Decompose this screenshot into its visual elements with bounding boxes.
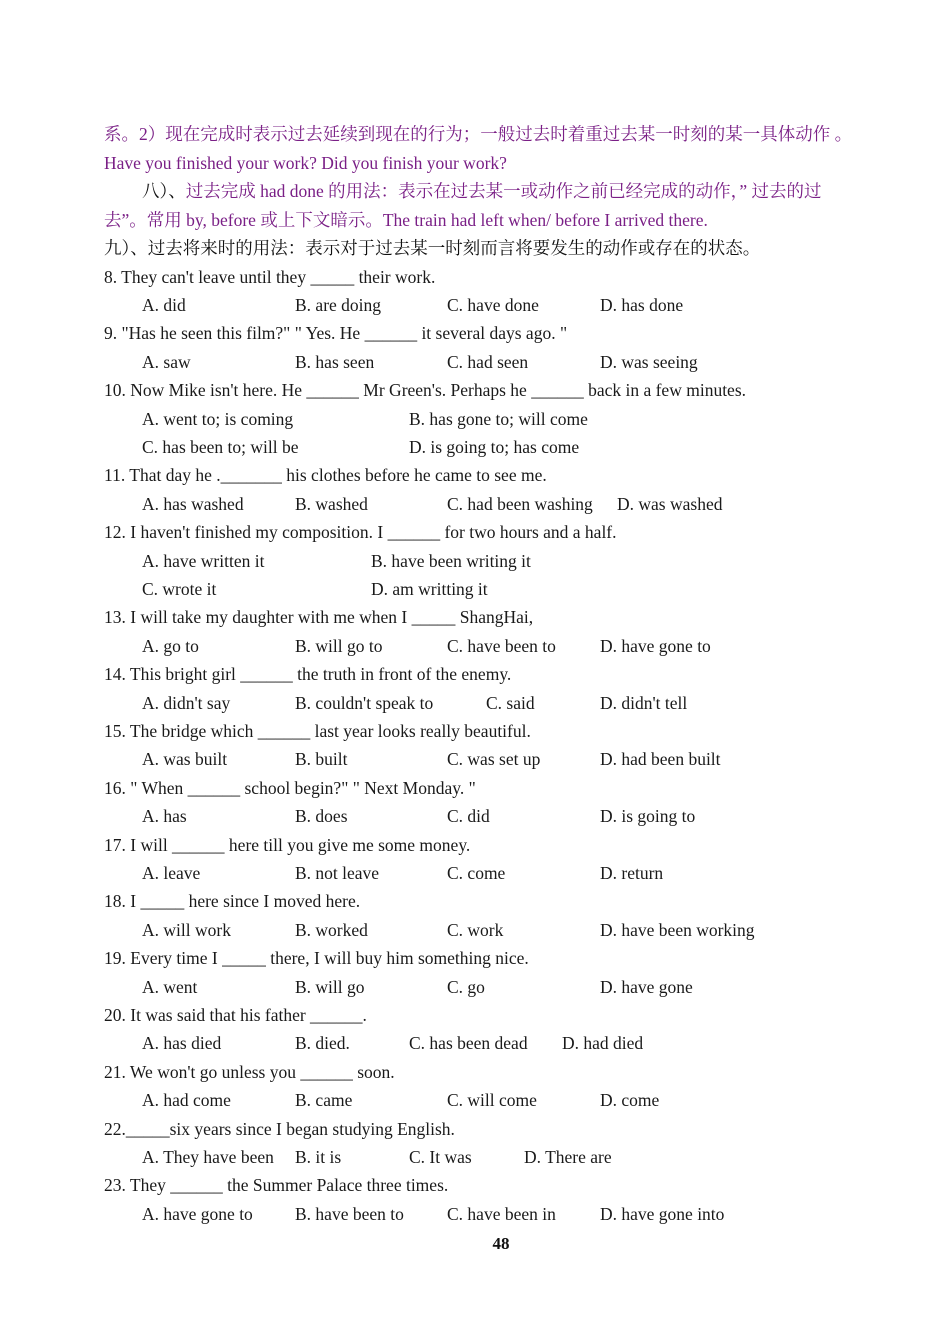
question-stem: 13. I will take my daughter with me when I _____ ShangHai,	[104, 607, 534, 627]
option-d: D. didn't tell	[600, 693, 688, 713]
question-stem: 20. It was said that his father ______.	[104, 1005, 367, 1025]
option-c: C. have been to	[447, 636, 556, 656]
option-c: C. work	[447, 920, 504, 940]
option-a: A. didn't say	[142, 693, 231, 713]
option-b: B. not leave	[295, 863, 380, 883]
option-a: A. have written it	[142, 551, 265, 571]
option-a: A. leave	[142, 863, 201, 883]
note-line-2: Have you finished your work? Did you finish your work?	[104, 153, 507, 173]
option-d: D. There are	[524, 1147, 612, 1167]
page-number: 48	[492, 1234, 510, 1253]
option-c: C. was set up	[447, 749, 541, 769]
question-stem: 9. "Has he seen this film?" " Yes. He ______ it several days ago. "	[104, 323, 568, 343]
option-b: B. does	[295, 806, 348, 826]
option-a: A. They have been	[142, 1147, 274, 1167]
note-line-5: 九）、过去将来时的用法：表示对于过去某一时刻而言将要发生的动作或存在的状态。	[104, 238, 761, 258]
question-stem: 10. Now Mike isn't here. He ______ Mr Green's. Perhaps he ______ back in a few minutes.	[104, 380, 747, 400]
option-b: B. will go	[295, 977, 365, 997]
option-b: B. are doing	[295, 295, 382, 315]
option-a: A. went	[142, 977, 198, 997]
option-d: D. return	[600, 863, 664, 883]
option-a: A. has	[142, 806, 187, 826]
option-c: C. had seen	[447, 352, 529, 372]
option-a: A. saw	[142, 352, 191, 372]
question-stem: 8. They can't leave until they _____ their work.	[104, 267, 436, 287]
option-d: D. is going to	[600, 806, 696, 826]
question-stem: 17. I will ______ here till you give me some money.	[104, 835, 471, 855]
option-a: A. went to; is coming	[142, 409, 294, 429]
question-stem: 12. I haven't finished my composition. I ______ for two hours and a half.	[104, 522, 617, 542]
option-b: B. worked	[295, 920, 368, 940]
note-line-4: 去”。常用 by, before 或上下文暗示。The train had left when/ before I arrived there.	[104, 210, 708, 230]
option-a: A. have gone to	[142, 1204, 253, 1224]
option-b: B. have been writing it	[371, 551, 531, 571]
option-b: B. died.	[295, 1033, 350, 1053]
option-b: B. built	[295, 749, 348, 769]
option-a: A. go to	[142, 636, 199, 656]
note-line-3-text: 过去完成 had done 的用法：表示在过去某一或动作之前已经完成的动作，” 过去的过	[185, 181, 822, 201]
question-stem: 15. The bridge which ______ last year looks really beautiful.	[104, 721, 531, 741]
option-c: C. have been in	[447, 1204, 556, 1224]
option-b: B. couldn't speak to	[295, 693, 434, 713]
question-stem: 14. This bright girl ______ the truth in front of the enemy.	[104, 664, 512, 684]
option-c: C. wrote it	[142, 579, 217, 599]
option-d: D. was seeing	[600, 352, 698, 372]
option-c: C. have done	[447, 295, 539, 315]
note-line-3-prefix: 八）、	[142, 181, 186, 201]
option-a: A. has washed	[142, 494, 244, 514]
option-d: D. had died	[562, 1033, 644, 1053]
option-c: C. has been to; will be	[142, 437, 299, 457]
question-stem: 19. Every time I _____ there, I will buy him something nice.	[104, 948, 529, 968]
question-stem: 16. " When ______ school begin?" " Next Monday. "	[104, 778, 476, 798]
option-b: B. it is	[295, 1147, 342, 1167]
option-c: C. will come	[447, 1090, 537, 1110]
question-stem: 18. I _____ here since I moved here.	[104, 891, 361, 911]
option-d: D. come	[600, 1090, 660, 1110]
option-d: D. have gone to	[600, 636, 711, 656]
option-b: B. washed	[295, 494, 368, 514]
option-d: D. have gone	[600, 977, 693, 997]
note-line-1: 系。2）现在完成时表示过去延续到现在的行为；一般过去时着重过去某一时刻的某一具体动作 。	[104, 124, 853, 144]
option-b: B. will go to	[295, 636, 383, 656]
option-b: B. has seen	[295, 352, 375, 372]
option-a: A. did	[142, 295, 186, 315]
option-c: C. go	[447, 977, 485, 997]
option-a: A. has died	[142, 1033, 222, 1053]
option-d: D. have been working	[600, 920, 755, 940]
question-stem: 22._____six years since I began studying English.	[104, 1119, 455, 1139]
option-c: C. has been dead	[409, 1033, 528, 1053]
note-line-3	[142, 180, 822, 202]
option-b: B. came	[295, 1090, 353, 1110]
option-a: A. will work	[142, 920, 231, 940]
option-c: C. come	[447, 863, 506, 883]
option-b: B. has gone to; will come	[409, 409, 588, 429]
option-d: D. is going to; has come	[409, 437, 580, 457]
question-stem: 11. That day he ._______ his clothes before he came to see me.	[104, 465, 547, 485]
option-d: D. was washed	[617, 494, 723, 514]
option-c: C. did	[447, 806, 490, 826]
option-c: C. said	[486, 693, 535, 713]
option-a: A. had come	[142, 1090, 231, 1110]
option-b: B. have been to	[295, 1204, 404, 1224]
question-stem: 23. They ______ the Summer Palace three times.	[104, 1175, 449, 1195]
option-c: C. had been washing	[447, 494, 593, 514]
option-a: A. was built	[142, 749, 228, 769]
option-d: D. am writting it	[371, 579, 488, 599]
question-stem: 21. We won't go unless you ______ soon.	[104, 1062, 395, 1082]
option-c: C. It was	[409, 1147, 472, 1167]
option-d: D. has done	[600, 295, 684, 315]
option-d: D. have gone into	[600, 1204, 725, 1224]
option-d: D. had been built	[600, 749, 721, 769]
